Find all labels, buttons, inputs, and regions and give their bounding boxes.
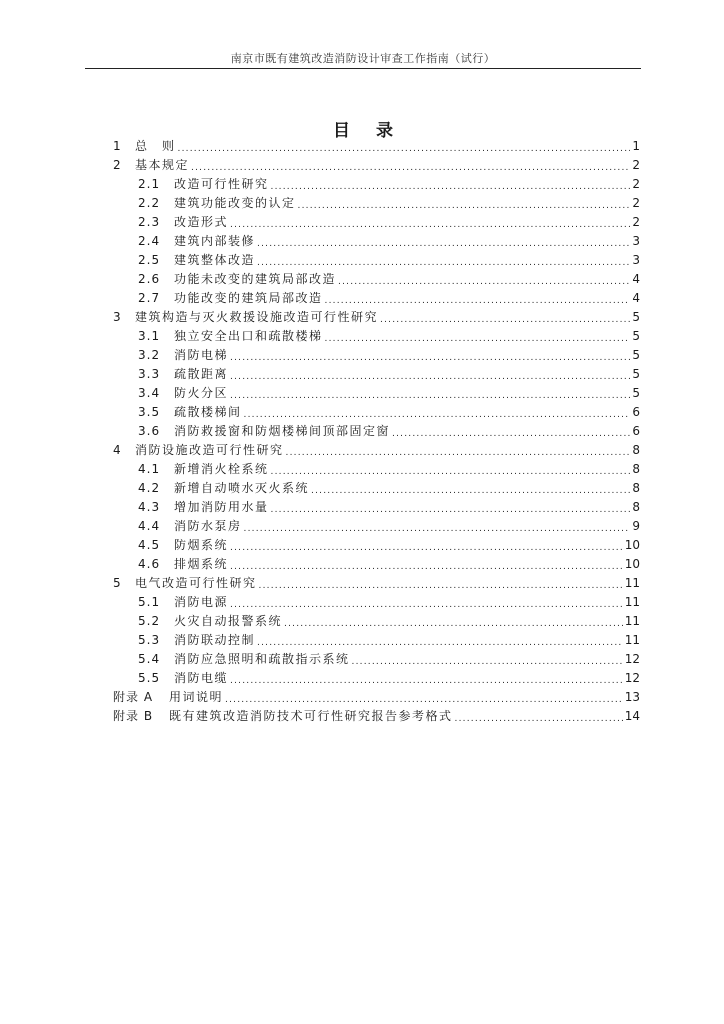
toc-dot-leader (338, 275, 630, 289)
toc-entry-title: 总 则 (135, 139, 176, 153)
toc-entry-page: 5 (632, 310, 640, 324)
toc-entry[interactable] (113, 213, 640, 232)
toc-dot-leader (230, 351, 630, 365)
toc-entry-number: 1 (113, 139, 122, 153)
toc-entry-title: 用词说明 (169, 690, 224, 704)
toc-entry-title: 既有建筑改造消防技术可行性研究报告参考格式 (169, 709, 453, 723)
toc-entry-title: 建筑构造与灭火救援设施改造可行性研究 (135, 310, 379, 324)
toc-entry[interactable] (113, 346, 640, 365)
toc-entry[interactable] (113, 498, 640, 517)
toc-entry-title: 消防水泵房 (174, 519, 242, 533)
toc-entry-title: 消防电梯 (174, 348, 229, 362)
toc-entry-number: 5.2 (138, 614, 161, 628)
toc-entry-number: 3.4 (138, 386, 161, 400)
toc-entry-page: 2 (632, 158, 640, 172)
toc-entry-page: 2 (632, 177, 640, 191)
toc-entry[interactable] (113, 289, 640, 308)
toc-entry-page: 1 (632, 139, 640, 153)
toc-entry[interactable] (113, 308, 640, 327)
toc-entry[interactable] (113, 403, 640, 422)
toc-dot-leader (455, 712, 623, 726)
toc-dot-leader (244, 522, 631, 536)
toc-entry-number: 3.2 (138, 348, 161, 362)
toc-entry-title: 改造形式 (174, 215, 229, 229)
toc-dot-leader (271, 465, 631, 479)
toc-entry-page: 4 (632, 291, 640, 305)
toc-dot-leader (380, 313, 630, 327)
toc-entry[interactable] (113, 688, 640, 707)
toc-dot-leader (284, 617, 623, 631)
toc-entry[interactable] (113, 536, 640, 555)
toc-entry-title: 基本规定 (135, 158, 190, 172)
toc-entry-title: 防火分区 (174, 386, 229, 400)
toc-entry-title: 疏散距离 (174, 367, 229, 381)
toc-entry-page: 11 (624, 595, 640, 609)
toc-entry-page: 14 (624, 709, 640, 723)
toc-entry-title: 独立安全出口和疏散楼梯 (174, 329, 323, 343)
toc-entry-number: 3.1 (138, 329, 161, 343)
header-divider (85, 68, 641, 69)
toc-entry[interactable] (113, 232, 640, 251)
toc-entry-title: 消防电缆 (174, 671, 229, 685)
toc-entry-title: 改造可行性研究 (174, 177, 269, 191)
toc-entry-number: 4.3 (138, 500, 161, 514)
toc-entry-page: 13 (624, 690, 640, 704)
toc-entry[interactable] (113, 137, 640, 156)
toc-entry-page: 11 (624, 633, 640, 647)
toc-entry-title: 消防应急照明和疏散指示系统 (174, 652, 350, 666)
toc-entry-page: 8 (632, 443, 640, 457)
toc-entry-page: 6 (632, 405, 640, 419)
toc-entry-number: 3 (113, 310, 122, 324)
toc-entry-title: 疏散楼梯间 (174, 405, 242, 419)
toc-entry-number: 5.4 (138, 652, 161, 666)
toc-entry[interactable] (113, 631, 640, 650)
toc-entry[interactable] (113, 422, 640, 441)
toc-dot-leader (230, 560, 623, 574)
toc-entry[interactable] (113, 707, 640, 726)
toc-entry-number: 2.4 (138, 234, 161, 248)
toc-dot-leader (178, 142, 631, 156)
toc-entry[interactable] (113, 327, 640, 346)
toc-entry-page: 4 (632, 272, 640, 286)
toc-entry[interactable] (113, 365, 640, 384)
toc-entry[interactable] (113, 156, 640, 175)
toc-dot-leader (257, 636, 623, 650)
toc-entry-page: 11 (624, 576, 640, 590)
toc-entry[interactable] (113, 669, 640, 688)
toc-entry-page: 12 (624, 671, 640, 685)
toc-entry-title: 消防救援窗和防烟楼梯间顶部固定窗 (174, 424, 391, 438)
toc-dot-leader (392, 427, 630, 441)
toc-entry-number: 4.2 (138, 481, 161, 495)
toc-dot-leader (298, 199, 631, 213)
toc-entry-number: 2.2 (138, 196, 161, 210)
table-of-contents (113, 137, 640, 726)
toc-dot-leader (244, 408, 631, 422)
toc-entry-title: 消防联动控制 (174, 633, 256, 647)
toc-entry[interactable] (113, 251, 640, 270)
toc-entry-title: 建筑内部装修 (174, 234, 256, 248)
toc-dot-leader (325, 294, 631, 308)
toc-entry-number: 2 (113, 158, 122, 172)
toc-entry-number: 2.6 (138, 272, 161, 286)
toc-dot-leader (286, 446, 631, 460)
toc-entry[interactable] (113, 517, 640, 536)
toc-entry-title: 新增消火栓系统 (174, 462, 269, 476)
toc-entry-page: 2 (632, 215, 640, 229)
toc-entry[interactable] (113, 384, 640, 403)
toc-entry[interactable] (113, 270, 640, 289)
toc-entry-title: 排烟系统 (174, 557, 229, 571)
toc-entry-page: 8 (632, 481, 640, 495)
toc-entry[interactable] (113, 175, 640, 194)
toc-dot-leader (271, 180, 631, 194)
toc-entry-number: 2.7 (138, 291, 161, 305)
toc-entry-number: 5.3 (138, 633, 161, 647)
toc-entry-number: 4.5 (138, 538, 161, 552)
toc-entry-number: 5.1 (138, 595, 161, 609)
toc-entry-page: 5 (632, 367, 640, 381)
toc-entry-title: 功能改变的建筑局部改造 (174, 291, 323, 305)
toc-entry-title: 火灾自动报警系统 (174, 614, 283, 628)
toc-dot-leader (230, 389, 630, 403)
toc-entry-page: 3 (632, 234, 640, 248)
toc-entry-page: 12 (624, 652, 640, 666)
toc-entry-number: 2.5 (138, 253, 161, 267)
toc-entry-number: 4.1 (138, 462, 161, 476)
toc-entry-number: 3.6 (138, 424, 161, 438)
toc-dot-leader (257, 237, 630, 251)
toc-dot-leader (225, 693, 623, 707)
toc-entry-title: 建筑功能改变的认定 (174, 196, 296, 210)
toc-entry-page: 2 (632, 196, 640, 210)
toc-entry-number: 2.3 (138, 215, 161, 229)
toc-entry-title: 消防设施改造可行性研究 (135, 443, 284, 457)
toc-entry-title: 防烟系统 (174, 538, 229, 552)
toc-entry-page: 3 (632, 253, 640, 267)
toc-entry-page: 5 (632, 329, 640, 343)
toc-entry-number: 附录 B (113, 709, 154, 723)
toc-entry-number: 3.5 (138, 405, 161, 419)
running-header: 南京市既有建筑改造消防设计审查工作指南（试行） (230, 52, 496, 65)
toc-dot-leader (311, 484, 630, 498)
toc-entry[interactable] (113, 574, 640, 593)
toc-entry-page: 9 (632, 519, 640, 533)
toc-entry-number: 4 (113, 443, 122, 457)
toc-entry-number: 5 (113, 576, 122, 590)
toc-entry-number: 4.4 (138, 519, 161, 533)
toc-entry-page: 8 (632, 462, 640, 476)
toc-dot-leader (191, 161, 630, 175)
toc-dot-leader (325, 332, 631, 346)
toc-entry-number: 2.1 (138, 177, 161, 191)
toc-dot-leader (352, 655, 623, 669)
toc-entry-number: 附录 A (113, 690, 154, 704)
toc-dot-leader (230, 370, 630, 384)
toc-entry-page: 10 (624, 538, 640, 552)
toc-entry-page: 6 (632, 424, 640, 438)
toc-entry-page: 5 (632, 348, 640, 362)
toc-entry-number: 4.6 (138, 557, 161, 571)
toc-entry-title: 电气改造可行性研究 (135, 576, 257, 590)
toc-entry-title: 建筑整体改造 (174, 253, 256, 267)
toc-entry[interactable] (113, 555, 640, 574)
toc-dot-leader (271, 503, 631, 517)
toc-title: 目 录 (333, 121, 403, 141)
toc-entry[interactable] (113, 593, 640, 612)
toc-entry-title: 消防电源 (174, 595, 229, 609)
toc-dot-leader (230, 218, 630, 232)
toc-entry-title: 功能未改变的建筑局部改造 (174, 272, 337, 286)
toc-dot-leader (257, 256, 630, 270)
toc-entry-page: 5 (632, 386, 640, 400)
toc-entry[interactable] (113, 612, 640, 631)
toc-dot-leader (230, 541, 623, 555)
toc-entry-number: 5.5 (138, 671, 161, 685)
toc-dot-leader (230, 598, 623, 612)
toc-entry-page: 8 (632, 500, 640, 514)
toc-entry-title: 增加消防用水量 (174, 500, 269, 514)
toc-entry-page: 10 (624, 557, 640, 571)
toc-entry[interactable] (113, 460, 640, 479)
toc-entry-number: 3.3 (138, 367, 161, 381)
toc-entry[interactable] (113, 479, 640, 498)
toc-entry[interactable] (113, 441, 640, 460)
toc-entry-page: 11 (624, 614, 640, 628)
toc-dot-leader (259, 579, 623, 593)
toc-entry[interactable] (113, 650, 640, 669)
toc-entry-title: 新增自动喷水灭火系统 (174, 481, 310, 495)
toc-entry[interactable] (113, 194, 640, 213)
toc-dot-leader (230, 674, 623, 688)
